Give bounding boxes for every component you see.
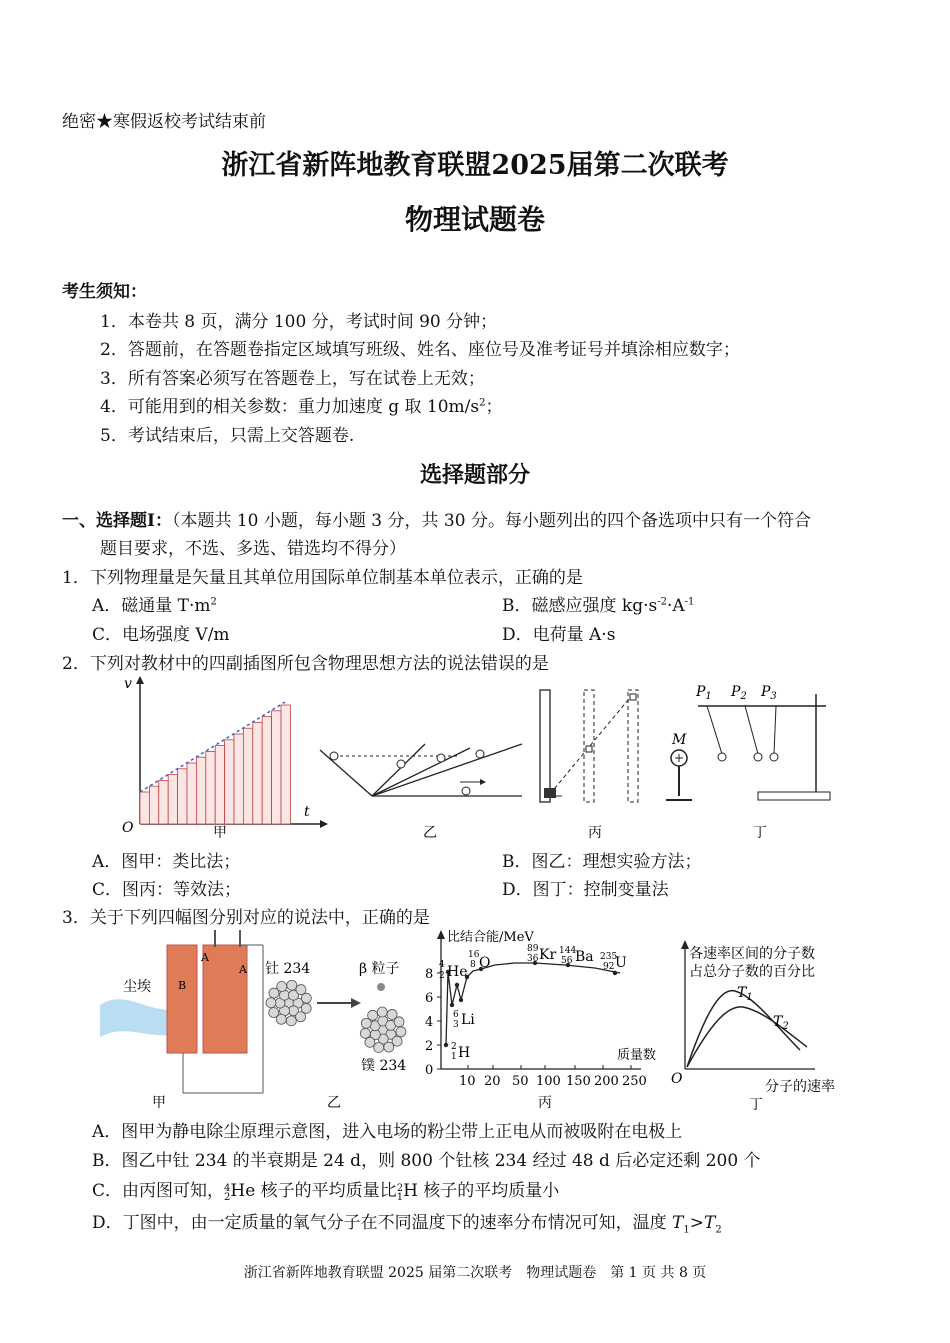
q2-fig-ding [666, 684, 830, 841]
he-mass: 4 [439, 960, 445, 970]
q2-stem: 2．下列对教材中的四副插图所包含物理思想方法的说法错误的是 [62, 654, 549, 674]
notice-item-5: 5．考试结束后，只需上交答题卷. [100, 426, 355, 446]
exam-subtitle: 物理试题卷 [404, 203, 545, 236]
jia-bar [243, 728, 252, 824]
ding-p3 [760, 684, 777, 702]
jia-bars [140, 705, 290, 824]
li-sym [453, 1010, 475, 1030]
h-sym [451, 1042, 470, 1062]
protactinium-nucleus [360, 1007, 406, 1052]
bing-point [459, 998, 463, 1002]
q1-option-a [92, 591, 217, 616]
bing-y-tick-label: 2 [425, 1039, 434, 1054]
ba-sym [559, 946, 594, 966]
ding-t1-letter: T [737, 985, 747, 1001]
bing-y-tick-label: 6 [425, 991, 434, 1006]
q3-d-t1: T [672, 1213, 684, 1233]
jia-bar [225, 740, 234, 824]
h-letter: H [458, 1045, 471, 1061]
notice-item-4 [100, 392, 503, 417]
q3-label-yi: 乙 [327, 1095, 341, 1111]
nucleon [269, 1008, 279, 1018]
q3-d-t2-sub: 2 [715, 1224, 722, 1236]
yi-th-label: 钍 234 [265, 961, 311, 977]
jia-bar [272, 711, 281, 824]
q1-a-text: A．磁通量 T·m [92, 596, 211, 616]
ding-t1-sub: 1 [746, 992, 753, 1003]
o-letter: O [479, 955, 491, 971]
li-z: 3 [453, 1020, 459, 1030]
nucleon [286, 1016, 296, 1026]
q2-fig-jia [122, 676, 328, 841]
q3-d-t1-sub: 1 [683, 1224, 690, 1236]
li-mass: 6 [453, 1010, 459, 1020]
bing-x-tick-label: 10 [459, 1074, 476, 1089]
bing-x-tick-label: 150 [566, 1074, 591, 1089]
q1-stem: 1．下列物理量是矢量且其单位用国际单位制基本单位表示，正确的是 [62, 568, 583, 588]
jia-b: B [178, 979, 187, 992]
jia-bar [168, 775, 177, 824]
kr-z: 36 [527, 954, 539, 964]
he-letter: He [447, 964, 468, 980]
o-mass: 16 [468, 950, 480, 960]
jia-bar [262, 717, 271, 824]
q3-option-c [92, 1176, 559, 1202]
q3-c-h-z: 1 [396, 1192, 404, 1203]
he-z: 2 [439, 971, 445, 981]
q2-label-jia: 甲 [213, 825, 227, 841]
jia-bar [178, 769, 187, 824]
q1-b-sup2: -1 [684, 596, 695, 608]
he-sym [439, 960, 468, 981]
nucleon [287, 980, 297, 990]
nucleon [374, 1042, 384, 1052]
notice-item-4-tail: ； [485, 397, 503, 417]
exam-title: 浙江省新阵地教育联盟2025届第二次联考 [221, 150, 729, 181]
ding-p3-sub: 3 [770, 691, 777, 702]
q3-fig-jia [100, 930, 263, 1111]
q2-option-b: B．图乙：理想实验方法； [502, 852, 702, 872]
notice-item-4-sup: 2 [479, 397, 486, 409]
jia-origin: O [122, 820, 134, 836]
notice-item-2: 2．答题前，在答题卷指定区域填写班级、姓名、座位号及准考证号并填涂相应数字； [100, 340, 740, 360]
jia-bar [187, 763, 196, 824]
part1-label: 一、选择题Ⅰ： [62, 511, 172, 531]
jia-axis-v: v [124, 676, 132, 692]
bing-y-tick-label: 4 [425, 1015, 434, 1030]
bing-x-tick-label: 200 [594, 1074, 619, 1089]
bing-ylabel: 比结合能/MeV [447, 930, 534, 945]
nucleon [360, 1028, 370, 1038]
bing-y-ticks [425, 967, 441, 1078]
q3-stem: 3．关于下列四幅图分别对应的说法中，正确的是 [62, 908, 430, 928]
jia-bar [140, 792, 149, 824]
q1-b-sup1: -2 [657, 596, 667, 608]
bing-y-tick-label: 8 [425, 967, 434, 982]
bing-nuclide-li [453, 1010, 475, 1030]
q2-fig-bing [540, 690, 638, 841]
ding-p1-sub: 1 [705, 691, 712, 702]
ding-p1 [695, 684, 712, 702]
bing-y-tick-label: 0 [425, 1063, 434, 1078]
ding-t2-sub: 2 [782, 1021, 789, 1032]
li-letter: Li [461, 1012, 475, 1028]
jia-bar [206, 751, 215, 824]
q2-label-yi: 乙 [423, 825, 437, 841]
ding-m-label: M [672, 732, 687, 748]
jia-bar [196, 757, 205, 824]
ding-t2 [773, 1014, 789, 1032]
bing-nuclide-o [468, 950, 490, 971]
o-sym [468, 950, 490, 971]
q3-d-gt: > [689, 1213, 705, 1233]
bing-nuclide-he [439, 960, 468, 981]
yi-beta-label: β 粒子 [359, 961, 400, 977]
notice-item-4-text: 4．可能用到的相关参数：重力加速度 g 取 10m/s [100, 397, 480, 417]
q2-figures [110, 672, 850, 844]
q1-option-c: C．电场强度 V/m [92, 625, 230, 645]
q2-label-bing: 丙 [588, 825, 602, 841]
bing-xlabel: 质量数 [617, 1048, 657, 1063]
page-footer: 浙江省新阵地教育联盟 2025 届第二次联考 物理试题卷 第 1 页 共 8 页 [243, 1265, 707, 1281]
jia-bar [253, 722, 262, 824]
ding-t2-letter: T [773, 1014, 783, 1030]
h-mass: 2 [451, 1042, 457, 1052]
q1-option-b [502, 591, 694, 616]
q3-fig-bing [425, 929, 656, 1111]
u-mass: 235 [600, 952, 618, 962]
nucleon [377, 1007, 387, 1017]
ding-p2 [730, 684, 747, 702]
part1-desc-1: （本题共 10 小题，每小题 3 分，共 30 分。每小题列出的四个备选项中只有一个符合 [171, 511, 811, 531]
bing-x-tick-label: 100 [536, 1074, 561, 1089]
nucleon [266, 998, 276, 1008]
bing-x-tick-label: 20 [484, 1074, 501, 1089]
ding-xlabel: 分子的速率 [765, 1079, 835, 1095]
nucleon [368, 1010, 378, 1020]
ding-ylabel-2: 占总分子数的百分比 [689, 964, 815, 980]
ding-p3-letter: P [761, 684, 771, 700]
q3-c-mid: He 核子的平均质量比 [230, 1181, 397, 1201]
bing-x-tick-label: 250 [622, 1074, 647, 1089]
notice-item-1: 1．本卷共 8 页，满分 100 分，考试时间 90 分钟； [100, 312, 498, 332]
notice-heading: 考生须知： [62, 282, 147, 302]
jia-bar [281, 705, 290, 824]
bing-nuclide-h [451, 1042, 470, 1062]
q3-d-t2: T [704, 1213, 716, 1233]
nucleon [396, 1027, 406, 1037]
jia-bar [159, 780, 168, 824]
ding-p1-letter: P [696, 684, 706, 700]
q3-fig-ding [671, 940, 835, 1113]
q3-c-pre: C．由丙图可知， [92, 1181, 225, 1201]
u-z: 92 [603, 962, 615, 972]
ba-z: 56 [561, 956, 573, 966]
o-z: 8 [470, 960, 476, 970]
kr-mass: 89 [527, 944, 539, 954]
nucleon [384, 1042, 394, 1052]
bing-point [455, 983, 459, 987]
bing-x-tick-label: 50 [512, 1074, 529, 1089]
q3-figures [95, 925, 855, 1115]
q2-option-a: A．图甲：类比法； [92, 852, 241, 872]
jia-a1: A [201, 951, 209, 964]
bing-point [450, 1003, 454, 1007]
q1-b-mid: ·A [666, 596, 685, 616]
u-letter: U [615, 955, 627, 971]
q3-option-b: B．图乙中钍 234 的半衰期是 24 d，则 800 个钍核 234 经过 48 d 后必定还剩 200 个 [92, 1151, 761, 1171]
q3-c-he-z: 2 [224, 1192, 231, 1203]
u-sym [600, 952, 627, 972]
q3-d-pre: D．丁图中，由一定质量的氧气分子在不同温度下的速率分布情况可知，温度 [92, 1213, 673, 1233]
q1-a-sup: 2 [210, 596, 217, 608]
q2-label-ding: 丁 [753, 825, 767, 841]
q3-label-bing: 丙 [538, 1095, 552, 1111]
ding-t1 [737, 985, 753, 1003]
jia-axis-t: t [304, 804, 310, 820]
q3-option-d [92, 1208, 722, 1235]
kr-sym [527, 944, 556, 964]
h-z: 1 [451, 1052, 457, 1062]
ba-letter: Ba [575, 949, 594, 965]
jia-bar [215, 746, 224, 824]
section-title: 选择题部分 [419, 462, 530, 488]
q1-b-text: B．磁感应强度 kg·s [502, 596, 658, 616]
nucleon [277, 982, 287, 992]
yi-pa-label: 镤 234 [361, 1058, 407, 1074]
jia-dust-label: 尘埃 [123, 979, 151, 995]
part1-desc-2: 题目要求，不选、多选、错选均不得分） [100, 539, 406, 559]
q3-c-post: H 核子的平均质量小 [403, 1181, 560, 1201]
bing-nuclide-ba [559, 946, 594, 966]
nucleon [301, 993, 311, 1003]
bing-nuclide-u [600, 952, 627, 972]
nucleon [296, 985, 306, 995]
q3-fig-yi [265, 960, 406, 1111]
ding-ylabel-1: 各速率区间的分子数 [689, 946, 815, 962]
nucleon [296, 1012, 306, 1022]
thorium-nucleus [266, 980, 311, 1026]
ding-p2-letter: P [731, 684, 741, 700]
kr-letter: Kr [539, 947, 557, 963]
notice-item-3: 3．所有答案必须写在答题卷上，写在试卷上无效； [100, 369, 485, 389]
q2-option-d: D．图丁：控制变量法 [502, 880, 669, 900]
q3-label-jia: 甲 [152, 1095, 166, 1111]
jia-a2: A [239, 963, 247, 976]
ding-origin: O [671, 1071, 683, 1087]
nucleon [394, 1017, 404, 1027]
q2-fig-yi [320, 744, 522, 841]
bing-nuclide-kr [527, 944, 556, 964]
q3-label-ding: 丁 [749, 1097, 763, 1113]
q3-option-a: A．图甲为静电除尘原理示意图，进入电场的粉尘带上正电从而被吸附在电极上 [92, 1122, 683, 1142]
q3-c-h-mass: 2 [396, 1183, 404, 1194]
jia-bar [149, 786, 158, 824]
q1-option-d: D．电荷量 A·s [502, 625, 616, 645]
q3-c-he-mass: 4 [224, 1183, 231, 1194]
bing-point [444, 1043, 448, 1047]
nucleon [365, 1037, 375, 1047]
ding-p2-sub: 2 [740, 691, 747, 702]
part1-line1 [62, 506, 811, 531]
confidential-label: 绝密★寒假返校考试结束前 [62, 112, 266, 132]
q2-option-c: C．图丙：等效法； [92, 880, 242, 900]
ba-mass: 144 [559, 946, 577, 956]
jia-bar [234, 734, 243, 824]
